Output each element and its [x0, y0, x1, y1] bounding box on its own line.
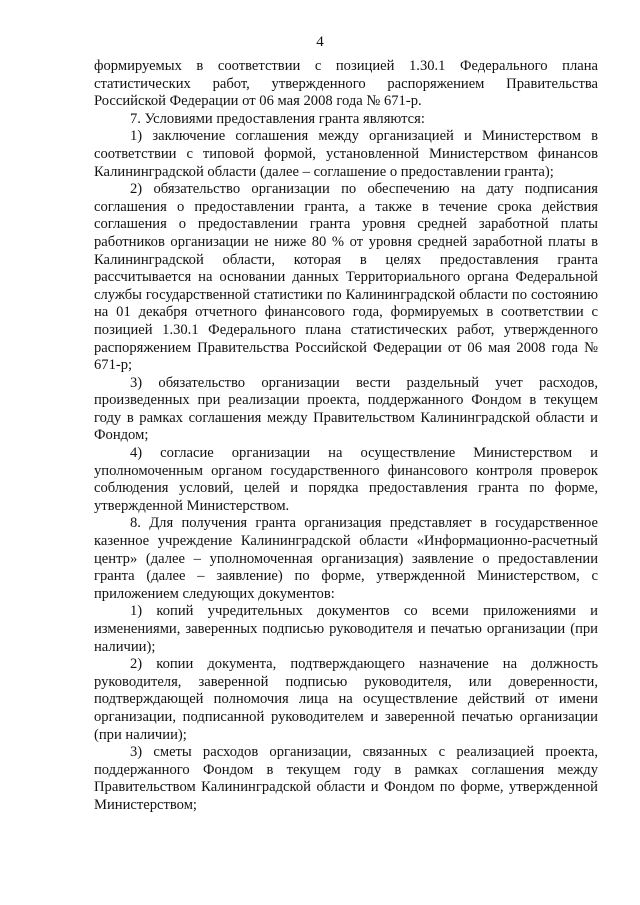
- paragraph-item-8-2: 2) копии документа, подтверждающего назначение на должность руководителя, заверенной подписью руководителя, или доверенности, подтверждающей полномочия лица на осуществление действий от имени организации, подписанной руководителем и заверенной печатью организации (при наличии);: [94, 656, 598, 743]
- paragraph-item-8-3: 3) сметы расходов организации, связанных с реализацией проекта, поддержанного Фондом в текущем году в рамках соглашения между Правительством Калининградской области и Фондом по форме, утвержденной Министерством;: [94, 744, 598, 813]
- document-body: [94, 58, 598, 815]
- paragraph-item-7-2: 2) обязательство организации по обеспечению на дату подписания соглашения о предоставлении гранта, а также в течение срока действия соглашения о предоставлении гранта уровня средней заработной платы работников организации не ниже 80 % от уровня средней заработной платы в Калининградской области, которая в целях предоставления гранта рассчитывается на основании данных Территориального органа Федеральной службы государственной статистики по Калининградской области по состоянию на 01 декабря отчетного финансового года, формируемых в соответствии с позицией 1.30.1 Федерального плана статистических работ, утвержденного распоряжением Правительства Российской Федерации от 06 мая 2008 года № 671-р;: [94, 181, 598, 374]
- paragraph-item-8-1: 1) копий учредительных документов со всеми приложениями и изменениями, заверенных подписью руководителя и печатью организации (при наличии);: [94, 603, 598, 655]
- paragraph-continuation: формируемых в соответствии с позицией 1.30.1 Федерального плана статистических работ, утвержденного распоряжением Правительства Российской Федерации от 06 мая 2008 года № 671-р.: [94, 58, 598, 110]
- paragraph-item-7-3: 3) обязательство организации вести раздельный учет расходов, произведенных при реализации проекта, поддержанного Фондом в текущем году в рамках соглашения между Правительством Калининградской области и Фондом;: [94, 374, 598, 444]
- paragraph-section-8: 8. Для получения гранта организация представляет в государственное казенное учреждение Калининградской области «Информационно-расчетный центр» (далее – уполномоченная организация) заявление о предоставлении гранта (далее – заявление) по форме, утвержденной Министерством, с приложением следующих документов:: [94, 515, 598, 602]
- paragraph-item-7-1: 1) заключение соглашения между организацией и Министерством в соответствии с типовой формой, установленной Министерством финансов Калининградской области (далее – соглашение о предоставлении гранта);: [94, 128, 598, 180]
- paragraph-section-7: 7. Условиями предоставления гранта являются:: [130, 110, 425, 127]
- page-number: 4: [316, 34, 324, 50]
- paragraph-item-7-4: 4) согласие организации на осуществление Министерством и уполномоченным органом государственного финансового контроля проверок соблюдения условий, целей и порядка предоставления гранта по форме, утвержденной Министерством.: [94, 445, 598, 514]
